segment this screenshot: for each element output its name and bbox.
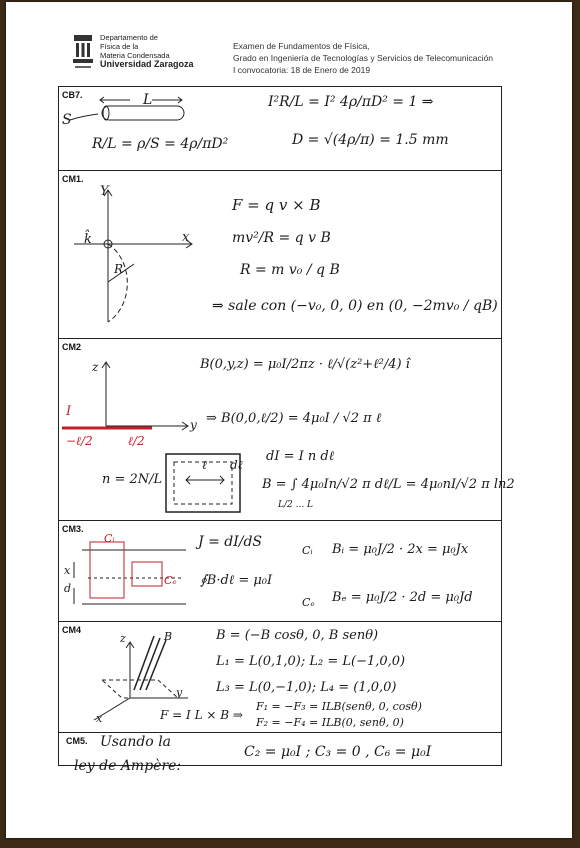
fig-label-B: B <box>164 630 173 643</box>
eq-centripetal: mv²/R = q v B <box>232 230 331 246</box>
eq-lengths-12: L₁ = L(0,1,0); L₂ = L(−1,0,0) <box>216 654 406 669</box>
eq-circulations: C₂ = μ₀I ; C₃ = 0 , C₆ = μ₀I <box>244 744 432 760</box>
current-label: I <box>66 404 72 419</box>
fig-label-y: y <box>176 686 183 699</box>
cm5-text-line1: Usando la <box>100 734 172 750</box>
eq-field-inside: Bᵢ = μ₀J/2 · 2x = μ₀Jx <box>332 542 469 557</box>
divider <box>58 732 502 733</box>
trajectory-figure <box>64 182 204 332</box>
exam-title: Examen de Fundamentos de Física, Grado en Ingeniería de Tecnologías y Servicios de Telecomunicación I convocatoria: 18 de Enero de 2019 <box>233 41 494 75</box>
fig-label-dl: dℓ <box>230 458 243 472</box>
eq-current-density: J = dI/dS <box>198 534 263 550</box>
fig-label-d: d <box>64 582 72 595</box>
axis-label-k: k̂ <box>84 232 92 247</box>
fig-label-R: R <box>114 262 124 276</box>
eq-total-field: B = ∫ 4μ₀In/√2 π dℓ/L = 4μ₀nI/√2 π ln2 <box>262 477 515 492</box>
eq-turn-density: n = 2N/L <box>102 472 163 487</box>
section-label-cb7: CB7. <box>62 90 83 100</box>
mark-ci: Cᵢ <box>302 544 313 557</box>
section-label-cm2: CM2 <box>62 342 82 352</box>
eq-force-law: F = I L × B ⇒ <box>160 708 243 722</box>
wire-figure <box>60 92 190 132</box>
wire-axes-figure <box>60 352 200 442</box>
fig-label-z: z <box>120 632 126 645</box>
right-end-mark: ℓ/2 <box>128 434 145 448</box>
fig-label-x: x <box>96 712 103 725</box>
eq-lorentz-force: F = q v × B <box>232 196 321 214</box>
eq-radius: R = m v₀ / q B <box>240 262 340 278</box>
fig-label-S: S <box>62 112 72 128</box>
fig-label-Ce: Cₑ <box>164 574 177 587</box>
left-end-mark: −ℓ/2 <box>66 434 93 448</box>
eq-field-general: B(0,y,z) = μ₀I/2πz · ℓ/√(z²+ℓ²/4) î <box>200 357 410 372</box>
eq-field-point: ⇒ B(0,0,ℓ/2) = 4μ₀I / √2 π ℓ <box>206 411 382 426</box>
axis-label-x: x <box>182 230 190 245</box>
eq-resistance-ratio: R/L = ρ/S = 4ρ/πD² <box>92 136 229 152</box>
divider <box>58 338 502 339</box>
integral-limits: L/2 ... L <box>278 500 314 510</box>
axis-label-y: y <box>190 418 197 432</box>
eq-diameter: D = √(4ρ/π) = 1.5 mm <box>292 132 449 148</box>
eq-lengths-34: L₃ = L(0,−1,0); L₄ = (1,0,0) <box>216 680 397 695</box>
fig-label-l: ℓ <box>202 458 207 472</box>
department-name: Departamento de Física de la Materia Condensada Universidad Zaragoza <box>100 33 194 69</box>
axis-label-x: x <box>64 564 71 577</box>
divider <box>58 170 502 171</box>
eq-ampere: ∮B·dℓ = μ₀I <box>200 573 273 588</box>
section-label-cm5: CM5. <box>66 736 88 746</box>
eq-field-vector: B = (−B cosθ, 0, B senθ) <box>216 628 379 643</box>
section-label-cm3: CM3. <box>62 524 84 534</box>
cm5-text-line2: ley de Ampère: <box>74 758 182 774</box>
fig-label-Ci: Cᵢ <box>104 532 115 545</box>
section-label-cm4: CM4 <box>62 625 82 635</box>
mark-ce: Cₑ <box>302 596 315 609</box>
section-label-cm1: CM1. <box>62 174 84 184</box>
divider <box>58 621 502 622</box>
eq-forces-24: F₂ = −F₄ = ILB(0, senθ, 0) <box>256 716 404 729</box>
university-logo-icon <box>72 33 94 73</box>
axis-label-z: z <box>92 360 99 374</box>
axis-label-y: Y <box>100 184 109 199</box>
divider <box>58 520 502 521</box>
fig-label-L: L <box>143 92 153 108</box>
eq-field-outside: Bₑ = μ₀J/2 · 2d = μ₀Jd <box>332 590 473 605</box>
eq-current-element: dI = I n dℓ <box>266 449 335 464</box>
eq-forces-13: F₁ = −F₃ = ILB(senθ, 0, cosθ) <box>256 700 422 713</box>
eq-exit-point: ⇒ sale con (−v₀, 0, 0) en (0, −2mv₀ / qB) <box>212 298 498 314</box>
eq-power: I²R/L = I² 4ρ/πD² = 1 ⇒ <box>268 94 434 110</box>
